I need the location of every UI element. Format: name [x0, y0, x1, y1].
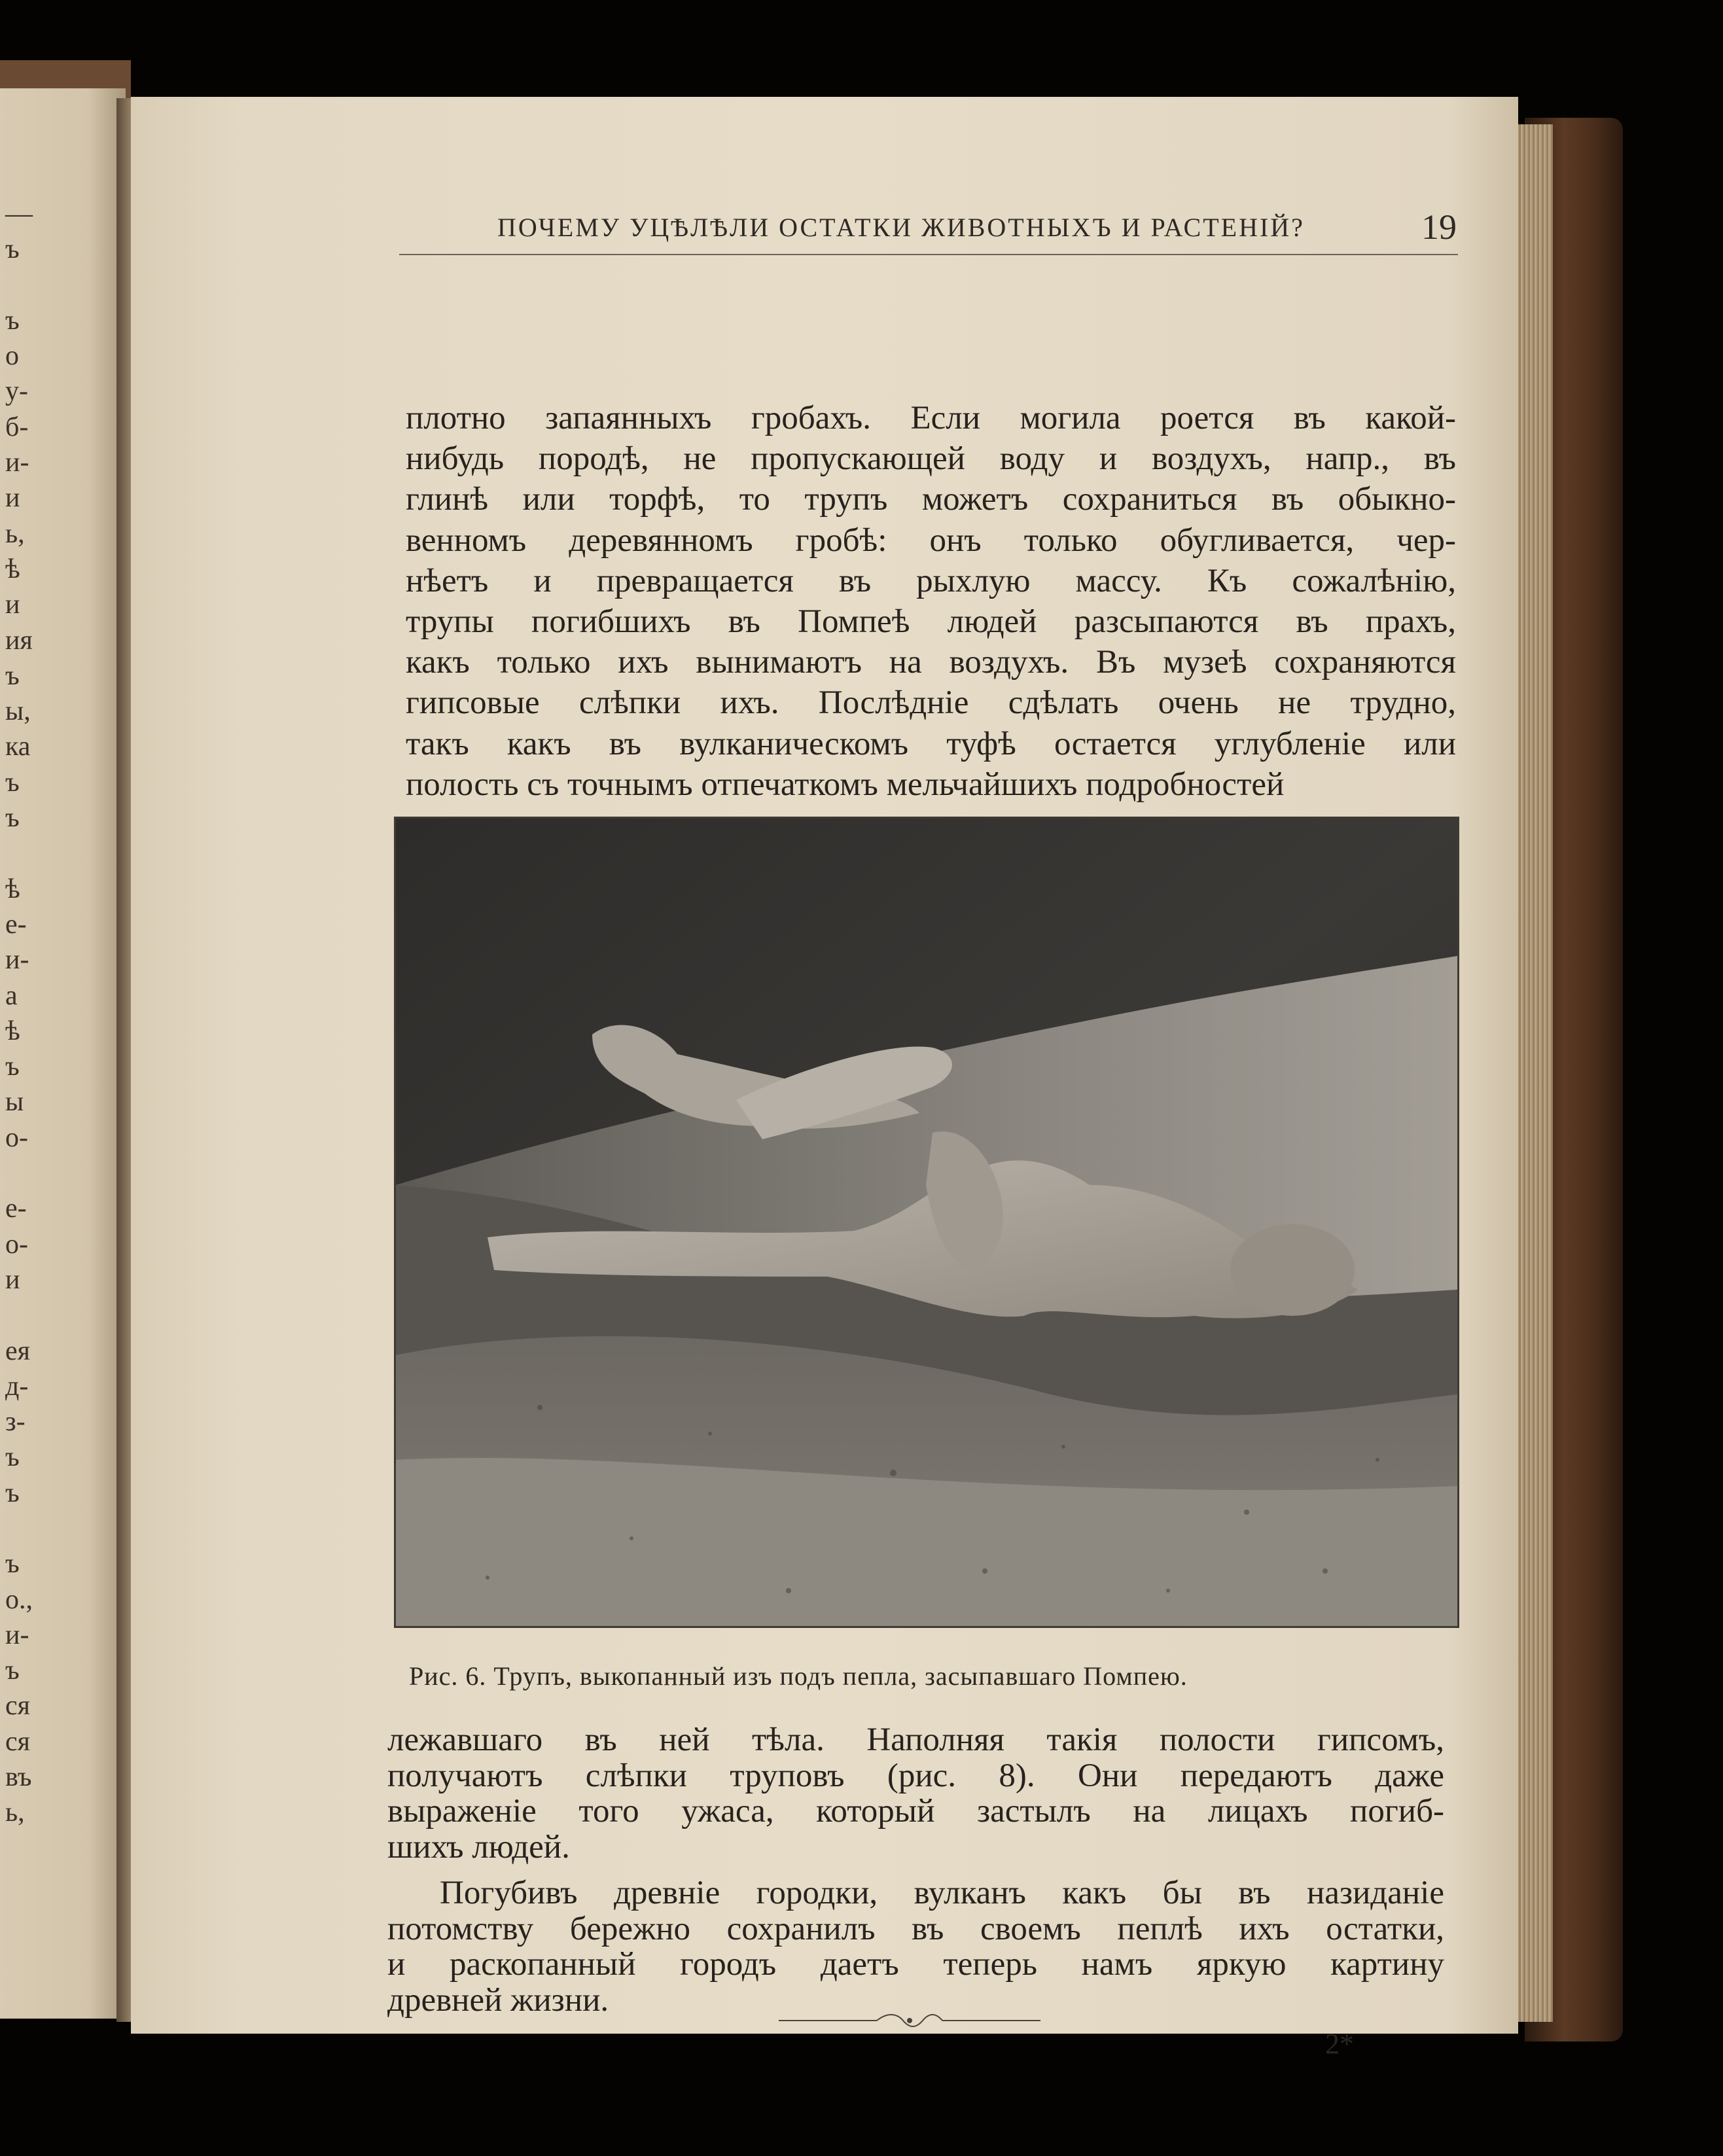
left-page-fragment: е- — [5, 909, 27, 940]
left-page-fragment — [5, 1511, 44, 1546]
left-page-fragment: з- — [5, 1407, 26, 1438]
left-page-fragment: ся — [5, 1691, 30, 1722]
left-page-fragment: ъ — [5, 234, 20, 265]
text-line: Погубивъ древніе городки, вулканъ какъ бы въ назиданіе — [440, 1875, 1444, 1911]
text-line: венномъ деревянномъ гробѣ: онъ только обугливается, чер- — [406, 521, 1456, 559]
left-page-fragment — [5, 836, 44, 871]
text-line: полость съ точнымъ отпечаткомъ мельчайшихъ подробностей — [406, 766, 1285, 803]
paragraph-1 — [406, 398, 1456, 805]
left-page-fragment: ея — [5, 1335, 30, 1366]
left-page-fragment: о., — [5, 1584, 33, 1615]
left-page-fragment: д- — [5, 1371, 29, 1402]
left-page-fragment: ы, — [5, 696, 31, 727]
text-line: такъ какъ въ вулканическомъ туфѣ остается углубленіе или — [406, 725, 1456, 762]
left-page-fragment: а — [5, 980, 18, 1011]
left-page-fragment: ся — [5, 1726, 30, 1757]
left-page-fragment: ѣ — [5, 1016, 20, 1046]
figure-photograph — [394, 817, 1459, 1628]
left-page-fragment: ѣ — [5, 874, 20, 904]
left-page-fragment: въ — [5, 1762, 32, 1793]
left-page-fragment: и- — [5, 448, 29, 478]
left-page-fragment: ь, — [5, 1797, 25, 1828]
ornament-divider — [779, 2007, 1040, 2034]
pompeii-cast-photo — [396, 819, 1457, 1626]
text-line: выраженіе того ужаса, который застылъ на лицахъ погиб- — [387, 1794, 1444, 1829]
left-page-fragment: у- — [5, 376, 28, 407]
book-page-edges — [1517, 124, 1553, 2022]
figure-caption: Рис. 6. Трупъ, выкопанный изъ подъ пепла, засыпавшаго Помпею. — [409, 1661, 1188, 1691]
running-head: ПОЧЕМУ УЦѢЛѢЛИ ОСТАТКИ ЖИВОТНЫХЪ И РАСТЕНІЙ? — [497, 213, 1305, 242]
page-number: 19 — [1421, 207, 1457, 247]
text-line: получаютъ слѣпки труповъ (рис. 8). Они передаютъ даже — [387, 1758, 1444, 1794]
left-page-fragment: ъ — [5, 305, 20, 336]
right-page — [131, 97, 1518, 2060]
left-page-fragment: ия — [5, 625, 33, 656]
left-page-fragment: о- — [5, 1229, 28, 1260]
text-line: и раскопанный городъ даетъ теперь намъ яркую картину — [387, 1947, 1444, 1983]
text-line: гипсовые слѣпки ихъ. Послѣдніе сдѣлать очень не трудно, — [406, 684, 1456, 722]
left-page-fragment — [5, 268, 44, 303]
left-page-fragment — [5, 1156, 44, 1191]
left-page-fragment: ъ — [5, 1655, 20, 1686]
left-page-fragment: и — [5, 483, 20, 514]
text-line: глинѣ или торфѣ, то трупъ можетъ сохраниться въ обыкно- — [406, 481, 1456, 518]
left-page-fragment: ъ — [5, 1442, 20, 1473]
left-page-text-fragments — [5, 196, 44, 1831]
left-page-fragment: и- — [5, 1619, 29, 1650]
text-line: плотно запаянныхъ гробахъ. Если могила роется въ какой- — [406, 400, 1456, 436]
left-page-fragment: ъ — [5, 1549, 20, 1580]
text-line: нѣетъ и превращается въ рыхлую массу. Къ сожалѣнію, — [406, 562, 1456, 599]
text-line: шихъ людей. — [387, 1829, 570, 1865]
left-page-fragment: ъ — [5, 1051, 20, 1082]
left-page-fragment: ь, — [5, 518, 25, 549]
text-line: нибудь породѣ, не пропускающей воду и воздухъ, напр., въ — [406, 440, 1456, 478]
left-page-fragment: о — [5, 341, 19, 372]
signature-mark: 2* — [1325, 2028, 1354, 2060]
left-page-fragment: ъ — [5, 660, 20, 691]
left-page-fragment: ъ — [5, 1477, 20, 1508]
paragraph-2-and-3 — [387, 1722, 1444, 2018]
left-page-fragment: ка — [5, 732, 31, 762]
header-rule — [399, 254, 1458, 255]
left-page-fragment: — — [5, 199, 33, 229]
text-line: потомству бережно сохранилъ въ своемъ пеплѣ ихъ остатки, — [387, 1911, 1444, 1947]
left-page-fragment: ъ — [5, 803, 20, 834]
left-page-fragment: ы — [5, 1087, 24, 1118]
left-page-fragment: ъ — [5, 767, 20, 798]
text-line: какъ только ихъ вынимаютъ на воздухъ. Въ музеѣ сохраняются — [406, 644, 1456, 681]
left-page-fragment: и — [5, 1264, 20, 1295]
left-page-fragment: е- — [5, 1193, 27, 1224]
left-page-fragment: и — [5, 590, 20, 620]
text-line: древней жизни. — [387, 1982, 609, 2018]
left-page-fragment: б- — [5, 412, 29, 442]
left-page-fragment: о- — [5, 1122, 28, 1153]
left-page-fragment — [5, 1298, 44, 1333]
text-line: трупы погибшихъ въ Помпеѣ людей разсыпаются въ прахъ, — [406, 603, 1456, 640]
text-line: лежавшаго въ ней тѣла. Наполняя такія полости гипсомъ, — [387, 1722, 1444, 1758]
left-page-fragment: ѣ — [5, 554, 20, 584]
left-page-fragment: и- — [5, 945, 29, 976]
